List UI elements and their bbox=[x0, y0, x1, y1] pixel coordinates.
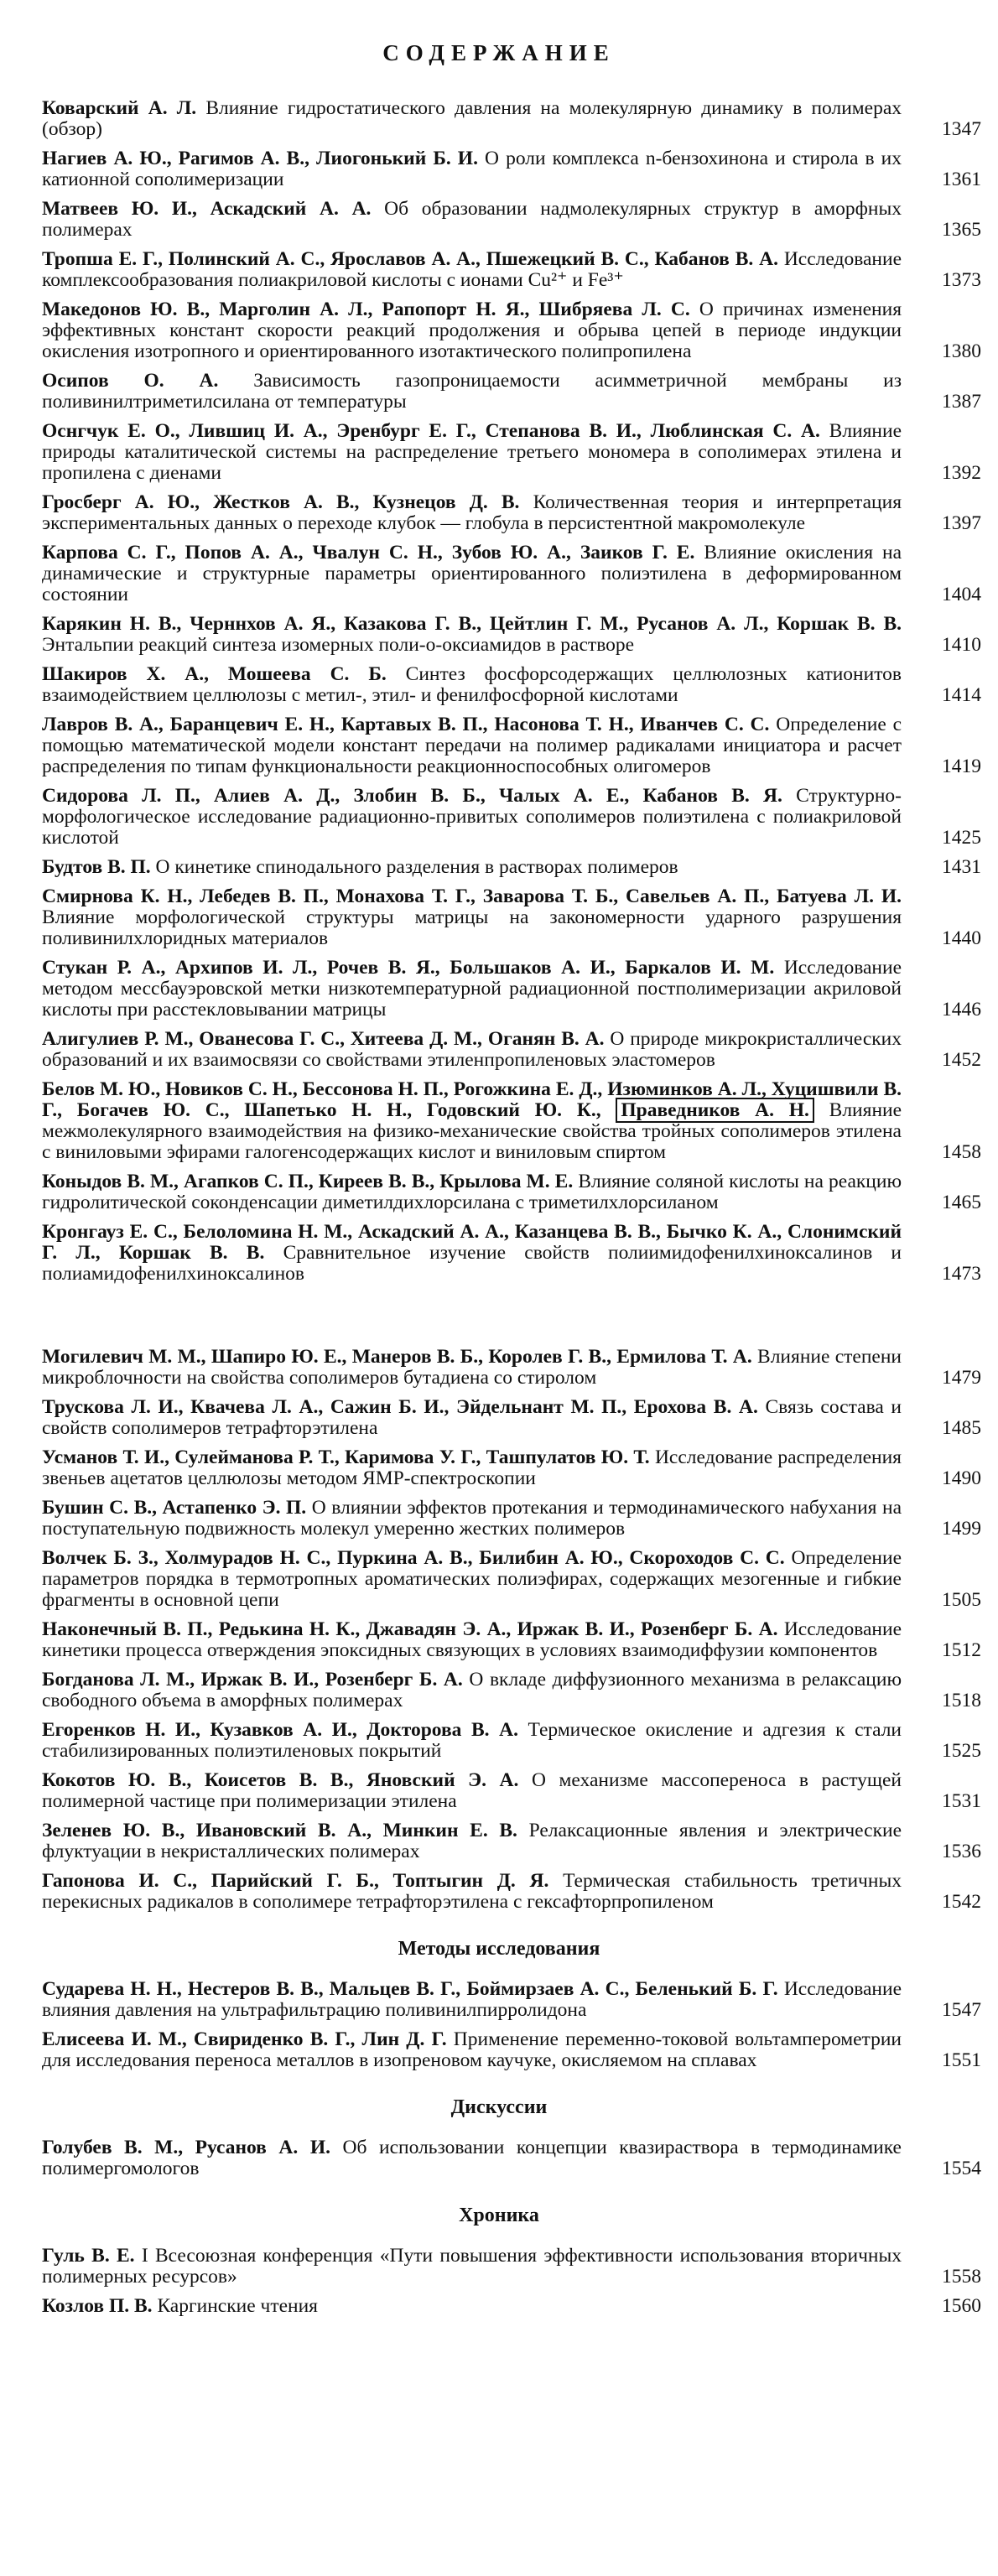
toc-chronicle bbox=[0, 2246, 998, 2317]
entry-authors: Гуль В. Е. bbox=[42, 2245, 135, 2267]
entry-authors: Стукан Р. А., Архипов И. Л., Рочев В. Я., Большаков А. И., Баркалов И. М. bbox=[42, 957, 775, 979]
entry-page: 1440 bbox=[942, 927, 981, 949]
toc-entry-highlight[interactable] bbox=[0, 1079, 998, 1163]
entry-text bbox=[42, 1347, 902, 1389]
entry-text bbox=[42, 786, 902, 849]
entry-title: Влияние степени микроблочности на свойства сополимеров бутадиена со стиролом bbox=[42, 1346, 902, 1389]
entry-page: 1361 bbox=[942, 169, 981, 190]
entry-page: 1431 bbox=[942, 856, 981, 878]
toc-entry[interactable] bbox=[0, 1720, 998, 1762]
entry-text bbox=[42, 1820, 902, 1862]
toc-entry[interactable] bbox=[0, 2137, 998, 2179]
entry-page: 1458 bbox=[942, 1141, 981, 1163]
entry-authors: Матвеев Ю. И., Аскадский А. А. bbox=[42, 198, 372, 220]
entry-text bbox=[42, 249, 902, 291]
toc-entry[interactable] bbox=[0, 371, 998, 413]
entry-title: О причинах изменения эффективных констант скорости реакций продолжения и обрыва цепей в периоде индукции окисления изотропного и ориентированного изотактического полипропилена bbox=[42, 299, 902, 362]
entry-text bbox=[42, 1397, 902, 1439]
entry-title: Исследование методом мессбауэровской метки низкотемпературной радиационной постполимеризации акриловой кислоты при расстекловывании матрицы bbox=[42, 957, 902, 1021]
entry-text bbox=[42, 886, 902, 949]
entry-page: 1397 bbox=[942, 512, 981, 534]
entry-page: 1425 bbox=[942, 827, 981, 849]
entry-page: 1512 bbox=[942, 1639, 981, 1661]
toc-part2 bbox=[0, 1347, 998, 1913]
entry-text bbox=[42, 421, 902, 484]
section-heading-chronicle: Хроника bbox=[459, 2205, 539, 2226]
toc-entry[interactable] bbox=[0, 299, 998, 362]
entry-page: 1560 bbox=[942, 2295, 981, 2317]
section-heading-discussion: Дискуссии bbox=[450, 2096, 548, 2118]
entry-text bbox=[42, 371, 902, 413]
entry-text bbox=[42, 1619, 902, 1661]
entry-text bbox=[42, 1029, 902, 1071]
toc-entry[interactable] bbox=[0, 1548, 998, 1611]
entry-text bbox=[42, 1548, 902, 1611]
toc-entry[interactable] bbox=[0, 1029, 998, 1071]
entry-page: 1446 bbox=[942, 999, 981, 1021]
entry-authors: Голубев В. М., Русанов А. И. bbox=[42, 2137, 330, 2158]
toc-title: СОДЕРЖАНИЕ bbox=[382, 40, 616, 65]
entry-authors: Карпова С. Г., Попов А. А., Чвалун С. Н., Зубов Ю. А., Заиков Г. Е. bbox=[42, 542, 695, 564]
entry-page: 1380 bbox=[942, 340, 981, 362]
toc-entry[interactable] bbox=[0, 421, 998, 484]
toc-entry[interactable] bbox=[0, 1979, 998, 2021]
entry-authors: Егоренков Н. И., Кузавков А. И., Докторова В. А. bbox=[42, 1719, 518, 1741]
entry-page: 1554 bbox=[942, 2158, 981, 2179]
entry-text bbox=[42, 1871, 902, 1913]
entry-text bbox=[42, 614, 902, 656]
entry-authors: Карякин Н. В., Черннхов А. Я., Казакова Г. В., Цейтлин Г. М., Русанов А. Л., Коршак В. В. bbox=[42, 613, 902, 635]
toc-entry[interactable] bbox=[0, 857, 998, 878]
toc-entry[interactable] bbox=[0, 2296, 998, 2317]
entry-title: Количественная теория и интерпретация экспериментальных данных о переходе клубок — глобула в персистентной макромолекуле bbox=[42, 491, 902, 534]
entry-text bbox=[42, 1171, 902, 1213]
entry-page: 1558 bbox=[942, 2266, 981, 2288]
toc-entry[interactable] bbox=[0, 2029, 998, 2071]
toc-part1 bbox=[0, 98, 998, 1071]
entry-text bbox=[42, 299, 902, 362]
entry-page: 1347 bbox=[942, 118, 981, 140]
toc-entry[interactable] bbox=[0, 1619, 998, 1661]
entry-authors: Сидорова Л. П., Алиев А. Д., Злобин В. Б., Чалых А. Е., Кабанов В. Я. bbox=[42, 785, 782, 807]
toc-entry[interactable] bbox=[0, 1397, 998, 1439]
entry-page: 1410 bbox=[942, 634, 981, 656]
entry-authors: Шакиров Х. А., Мошеева С. Б. bbox=[42, 663, 387, 685]
entry-authors: Бушин С. В., Астапенко Э. П. bbox=[42, 1497, 307, 1519]
section-gap bbox=[0, 1293, 998, 1347]
entry-page: 1419 bbox=[942, 756, 981, 777]
toc-entry[interactable] bbox=[0, 543, 998, 605]
entry-authors: Оснгчук Е. О., Лившиц И. А., Эренбург Е. Г., Степанова В. И., Люблинская С. А. bbox=[42, 420, 820, 442]
entry-text bbox=[42, 1447, 902, 1489]
entry-authors: Белов М. Ю., Новиков С. Н., Бессонова Н. П., Рогожкина Е. Д., Изюминков А. Л., Хуцишвили В. Г., Богачев Ю. С., Шапетько Н. Н., Годовский Ю. К., bbox=[42, 1078, 902, 1121]
entry-text bbox=[42, 714, 902, 777]
entry-authors: Нагиев А. Ю., Рагимов А. В., Лиогонький Б. И. bbox=[42, 148, 478, 169]
toc-entry[interactable] bbox=[0, 958, 998, 1021]
entry-page: 1392 bbox=[942, 462, 981, 484]
entry-text bbox=[42, 664, 902, 706]
entry-page: 1404 bbox=[942, 584, 981, 605]
entry-text bbox=[42, 857, 902, 878]
entry-title: Влияние морфологической структуры матрицы на закономерности ударного разрушения поливинилхлоридных материалов bbox=[42, 906, 902, 949]
entry-title: Об образовании надмолекулярных структур в аморфных полимерах bbox=[42, 198, 902, 241]
entry-authors: Коварский А. Л. bbox=[42, 97, 197, 119]
entry-text bbox=[42, 2137, 902, 2179]
entry-authors: Будтов В. П. bbox=[42, 856, 151, 878]
entry-text bbox=[42, 2029, 902, 2071]
toc-entry[interactable] bbox=[0, 199, 998, 241]
entry-authors: Волчек Б. З., Холмурадов Н. С., Пуркина А. В., Билибин А. Ю., Скороходов С. С. bbox=[42, 1547, 785, 1569]
entry-page: 1452 bbox=[942, 1049, 981, 1071]
entry-page: 1479 bbox=[942, 1367, 981, 1389]
entry-title: Исследование кинетики процесса отверждения эпоксидных связующих в условиях взаимодиффузии компонентов bbox=[42, 1618, 902, 1661]
entry-title: Зависимость газопроницаемости асимметричной мембраны из поливинилтриметилсилана от температуры bbox=[42, 370, 902, 413]
toc-entry[interactable] bbox=[0, 492, 998, 534]
toc-methods bbox=[0, 1979, 998, 2071]
entry-page: 1414 bbox=[942, 684, 981, 706]
entry-page: 1505 bbox=[942, 1589, 981, 1611]
entry-text bbox=[42, 2296, 902, 2317]
entry-authors: Зеленев Ю. В., Ивановский В. А., Минкин Е. В. bbox=[42, 1820, 517, 1841]
toc-entry[interactable] bbox=[0, 614, 998, 656]
entry-text bbox=[42, 1498, 902, 1540]
entry-authors: Могилевич М. М., Шапиро Ю. Е., Манеров В. Б., Королев Г. В., Ермилова Т. А. bbox=[42, 1346, 752, 1368]
entry-authors: Лавров В. А., Баранцевич Е. Н., Картавых В. П., Насонова Т. Н., Иванчев С. С. bbox=[42, 714, 770, 735]
entry-title: О кинетике спинодального разделения в растворах полимеров bbox=[155, 856, 678, 878]
toc-entry[interactable] bbox=[0, 1670, 998, 1711]
entry-authors: Кокотов Ю. В., Коисетов В. В., Яновский Э. А. bbox=[42, 1769, 519, 1791]
entry-text bbox=[42, 148, 902, 190]
entry-authors: Козлов П. В. bbox=[42, 2295, 153, 2317]
entry-authors: Трускова Л. И., Квачева Л. А., Сажин Б. И., Эйдельнант М. П., Ерохова В. А. bbox=[42, 1396, 758, 1418]
entry-page: 1485 bbox=[942, 1417, 981, 1439]
entry-page: 1365 bbox=[942, 219, 981, 241]
entry-title: Термическая стабильность третичных перекисных радикалов в сополимере тетрафторэтилена с гексафторпропиленом bbox=[42, 1870, 902, 1913]
entry-authors: Смирнова К. Н., Лебедев В. П., Монахова Т. Г., Заварова Т. Б., Савельев А. П., Батуева Л. И. bbox=[42, 886, 902, 907]
entry-page: 1536 bbox=[942, 1841, 981, 1862]
entry-text bbox=[42, 1979, 902, 2021]
entry-title: Влияние окисления на динамические и структурные параметры ориентированного полиэтилена в деформированном состоянии bbox=[42, 542, 902, 605]
toc-entry[interactable] bbox=[0, 1498, 998, 1540]
entry-authors: Богданова Л. М., Иржак В. И., Розенберг Б. А. bbox=[42, 1669, 463, 1690]
toc-entry[interactable] bbox=[0, 148, 998, 190]
section-heading-methods: Методы исследования bbox=[398, 1938, 600, 1960]
entry-page: 1373 bbox=[942, 269, 981, 291]
entry-text bbox=[42, 199, 902, 241]
entry-authors: Македонов Ю. В., Марголин А. Л., Рапопорт Н. Я., Шибряева Л. С. bbox=[42, 299, 690, 320]
entry-page: 1551 bbox=[942, 2049, 981, 2071]
entry-title: Влияние межмолекулярного взаимодействия на физико-механические свойства тройных сополимеров этилена с виниловыми эфирами галогенсодержащих кислот и виниловым спиртом bbox=[42, 1099, 902, 1163]
entry-authors: Усманов Т. И., Сулейманова Р. Т., Каримова У. Г., Ташпулатов Ю. Т. bbox=[42, 1446, 650, 1468]
entry-authors: Тропша Е. Г., Полинский А. С., Ярославов А. А., Пшежецкий В. С., Кабанов В. А. bbox=[42, 248, 778, 270]
toc-entry[interactable] bbox=[0, 786, 998, 849]
toc-entry[interactable] bbox=[0, 1347, 998, 1389]
toc-entry[interactable] bbox=[0, 664, 998, 706]
entry-title: Термическое окисление и адгезия к стали стабилизированных полиэтиленовых покрытий bbox=[42, 1719, 902, 1762]
entry-authors: Осипов О. А. bbox=[42, 370, 219, 392]
entry-title: I Всесоюзная конференция «Пути повышения эффективности использования вторичных полимерных ресурсов» bbox=[42, 2245, 902, 2288]
entry-title: Связь состава и свойств сополимеров тетрафторэтилена bbox=[42, 1396, 902, 1439]
entry-page: 1499 bbox=[942, 1518, 981, 1540]
entry-text bbox=[42, 1670, 902, 1711]
entry-page: 1465 bbox=[942, 1192, 981, 1213]
highlighted-author: Праведников А. Н. bbox=[616, 1098, 814, 1123]
entry-authors: Кронгауз Е. С., Белоломина Н. М., Аскадский А. А., Казанцева В. В., Бычко К. А., Слонимский Г. Л., Коршак В. В. bbox=[42, 1221, 902, 1264]
entry-text bbox=[42, 2246, 902, 2288]
entry-page: 1518 bbox=[942, 1690, 981, 1711]
toc-entry[interactable] bbox=[0, 1171, 998, 1213]
toc-entry[interactable] bbox=[0, 98, 998, 140]
entry-text bbox=[42, 1720, 902, 1762]
entry-text bbox=[42, 98, 902, 140]
entry-page: 1542 bbox=[942, 1891, 981, 1913]
toc-discussion bbox=[0, 2137, 998, 2179]
entry-title: Исследование распределения звеньев ацетатов целлюлозы методом ЯМР-спектроскопии bbox=[42, 1446, 902, 1489]
toc-entry[interactable] bbox=[0, 1447, 998, 1489]
entry-title: Релаксационные явления и электрические флуктуации в некристаллических полимерах bbox=[42, 1820, 902, 1862]
entry-authors: Елисеева И. М., Свириденко В. Г., Лин Д. Г. bbox=[42, 2028, 447, 2050]
entry-title: Влияние гидростатического давления на молекулярную динамику в полимерах (обзор) bbox=[42, 97, 902, 140]
entry-title: Исследование влияния давления на ультрафильтрацию поливинилпирролидона bbox=[42, 1978, 902, 2021]
entry-page: 1387 bbox=[942, 391, 981, 413]
entry-title: О природе микрокристаллических образований и их взаимосвязи со свойствами этиленпропиленовых эластомеров bbox=[42, 1028, 902, 1071]
entry-text bbox=[42, 958, 902, 1021]
entry-page: 1525 bbox=[942, 1740, 981, 1762]
toc-entry[interactable] bbox=[0, 1871, 998, 1913]
entry-title: Сравнительное изучение свойств полиимидофенилхиноксалинов и полиамидофенилхиноксалинов bbox=[42, 1242, 902, 1285]
toc-entry[interactable] bbox=[0, 1820, 998, 1862]
toc-entry[interactable] bbox=[0, 714, 998, 777]
entry-title: Определение параметров порядка в термотропных ароматических полиэфирах, содержащих мезогенные и гибкие фрагменты в основной цепи bbox=[42, 1547, 902, 1611]
entry-authors: Наконечный В. П., Редькина Н. К., Джавадян Э. А., Иржак В. И., Розенберг Б. А. bbox=[42, 1618, 778, 1640]
entry-page: 1547 bbox=[942, 1999, 981, 2021]
entry-title: Применение переменно-токовой вольтамперометрии для исследования переноса металлов в изопреновом каучуке, окисляемом на сплавах bbox=[42, 2028, 902, 2071]
entry-title: О роли комплекса n-бензохинона и стирола в их катионной сополимеризации bbox=[42, 148, 902, 190]
entry-title: Энтальпии реакций синтеза изомерных поли-о-оксиамидов в растворе bbox=[42, 634, 635, 656]
toc-part1b bbox=[0, 1171, 998, 1285]
entry-title: Синтез фосфорсодержащих целлюлозных катионитов взаимодействием целлюлозы с метил-, этил- и фенилфосфорной кислотами bbox=[42, 663, 902, 706]
entry-text bbox=[42, 1079, 902, 1163]
entry-page: 1531 bbox=[942, 1790, 981, 1812]
entry-title: Каргинские чтения bbox=[157, 2295, 318, 2317]
entry-text bbox=[42, 1222, 902, 1285]
entry-page: 1490 bbox=[942, 1467, 981, 1489]
entry-authors: Гросберг А. Ю., Жестков А. В., Кузнецов Д. В. bbox=[42, 491, 520, 513]
entry-title: Влияние природы каталитической системы на распределение третьего мономера в сополимерах этилена и пропилена с диенами bbox=[42, 420, 902, 484]
entry-title: Структурно-морфологическое исследование радиационно-привитых сополимеров полиэтилена с полиакриловой кислотой bbox=[42, 785, 902, 849]
entry-authors: Сударева Н. Н., Нестеров В. В., Мальцев В. Г., Боймирзаев А. С., Беленький Б. Г. bbox=[42, 1978, 778, 2000]
entry-authors: Алигулиев Р. М., Ованесова Г. С., Хитеева Д. М., Оганян В. А. bbox=[42, 1028, 605, 1050]
toc-entry[interactable] bbox=[0, 2246, 998, 2288]
entry-title: О влиянии эффектов протекания и термодинамического набухания на поступательную подвижность молекул умеренно жестких полимеров bbox=[42, 1497, 902, 1540]
entry-authors: Коныдов В. М., Агапков С. П., Киреев В. В., Крылова М. Е. bbox=[42, 1171, 574, 1192]
entry-title: Исследование комплексообразования полиакриловой кислоты с ионами Cu²⁺ и Fe³⁺ bbox=[42, 248, 902, 291]
toc-entry[interactable] bbox=[0, 1770, 998, 1812]
entry-title: О вкладе диффузионного механизма в релаксацию свободного объема в аморфных полимерах bbox=[42, 1669, 902, 1711]
entry-text bbox=[42, 1770, 902, 1812]
entry-text bbox=[42, 543, 902, 605]
toc-entry[interactable] bbox=[0, 249, 998, 291]
toc-entry[interactable] bbox=[0, 1222, 998, 1285]
entry-title: Об использовании концепции квазирастворa в термодинамике полимергомологов bbox=[42, 2137, 902, 2179]
entry-title: О механизме массопереноса в растущей полимерной частице при полимеризации этилена bbox=[42, 1769, 902, 1812]
entry-page: 1473 bbox=[942, 1263, 981, 1285]
toc-entry[interactable] bbox=[0, 886, 998, 949]
entry-title: Определение с помощью математической модели констант передачи на полимер радикалами инициатора и расчет распределения по типам функциональности реакционноспособных олигомеров bbox=[42, 714, 902, 777]
entry-title: Влияние соляной кислоты на реакцию гидролитической соконденсации диметилдихлорсилана с триметилхлорсиланом bbox=[42, 1171, 902, 1213]
entry-authors: Гапонова И. С., Парийский Г. Б., Топтыгин Д. Я. bbox=[42, 1870, 549, 1892]
entry-text bbox=[42, 492, 902, 534]
